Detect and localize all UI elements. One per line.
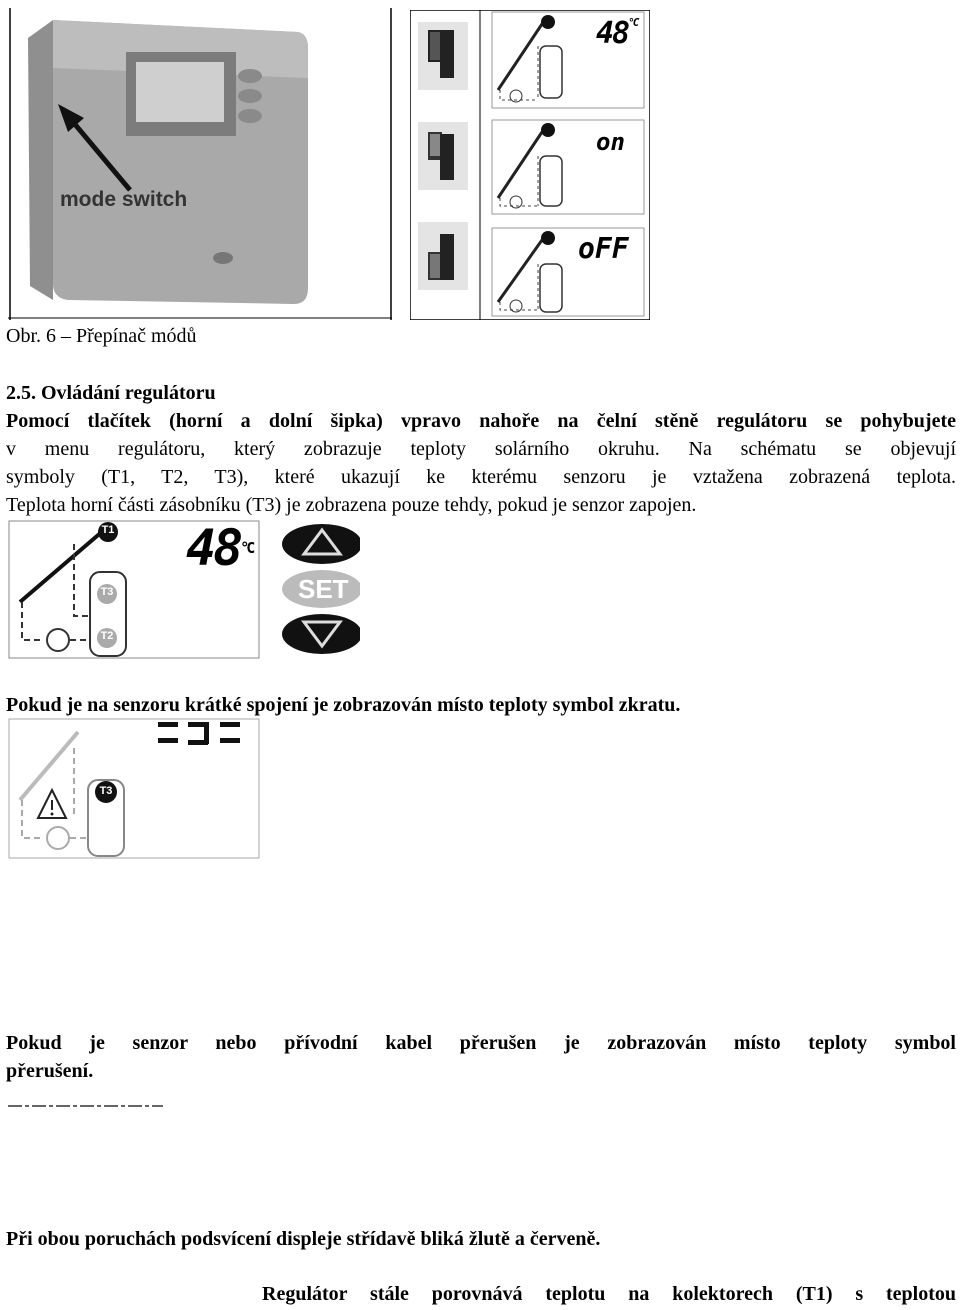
mini-sensor-badge-1: T1	[554, 18, 566, 28]
down-arrow-button[interactable]	[282, 614, 360, 654]
figure-caption: Obr. 6 – Přepínač módů	[6, 325, 197, 347]
mini-value-1: $48^{^\circ C}$	[596, 16, 638, 51]
image-remnant	[8, 1080, 163, 1110]
mode-switch-panels	[410, 10, 650, 320]
switch-position-top	[418, 22, 468, 90]
mode-switch-label: mode switch	[60, 188, 188, 211]
mini-sensor-badge-3: T1	[554, 234, 566, 244]
switch-position-middle	[418, 122, 468, 190]
sensor-badge-t3-short: T3	[99, 785, 113, 797]
para-backlight: Při obou poruchách podsvícení displeje střídavě bliká žlutě a červeně.	[6, 1228, 601, 1250]
para-last: Regulátor stále porovnává teplotu na kolektorech (T1) s teplotou	[262, 1283, 956, 1305]
mini-value-3: oFF	[578, 232, 629, 265]
section-heading: 2.5. Ovládání regulátoru	[6, 382, 216, 404]
mode-switch-strip	[410, 10, 650, 320]
para-short-circuit: Pokud je na senzoru krátké spojení je zobrazován místo teploty symbol zkratu.	[6, 694, 681, 716]
para1-line-1: Pomocí tlačítek (horní a dolní šipka) vpravo nahoře na čelní stěně regulátoru se pohybujete	[6, 410, 956, 432]
mini-sensor-badge-2: T1	[554, 126, 566, 136]
mini-value-2: on	[596, 128, 625, 156]
device-photo	[8, 8, 392, 320]
sensor-badge-t2: T2	[100, 630, 114, 642]
set-button-label: SET	[298, 574, 349, 604]
sensor-badge-t1: T1	[101, 524, 115, 536]
sensor-badge-t3: T3	[100, 586, 114, 598]
short-circuit-display	[8, 718, 260, 860]
control-buttons	[278, 522, 360, 656]
up-arrow-button[interactable]	[282, 524, 360, 564]
para-break-line-2: přerušení.	[6, 1060, 94, 1082]
para1-line-3: symboly (T1, T2, T3), které ukazují ke kterému senzoru je vztažena zobrazená teplota.	[6, 466, 956, 488]
temperature-value: $48^{^\circ C}$	[186, 519, 253, 577]
switch-position-bottom	[418, 222, 468, 290]
device-illustration	[8, 8, 392, 320]
controller-display	[8, 520, 260, 660]
para1-line-4: Teplota horní části zásobníku (T3) je zobrazena pouze tehdy, pokud je senzor zapojen.	[6, 494, 697, 516]
para-break-line-1: Pokud je senzor nebo přívodní kabel přerušen je zobrazován místo teploty symbol	[6, 1032, 956, 1054]
para1-line-2: v menu regulátoru, který zobrazuje teploty solárního okruhu. Na schématu se objevují	[6, 438, 956, 460]
